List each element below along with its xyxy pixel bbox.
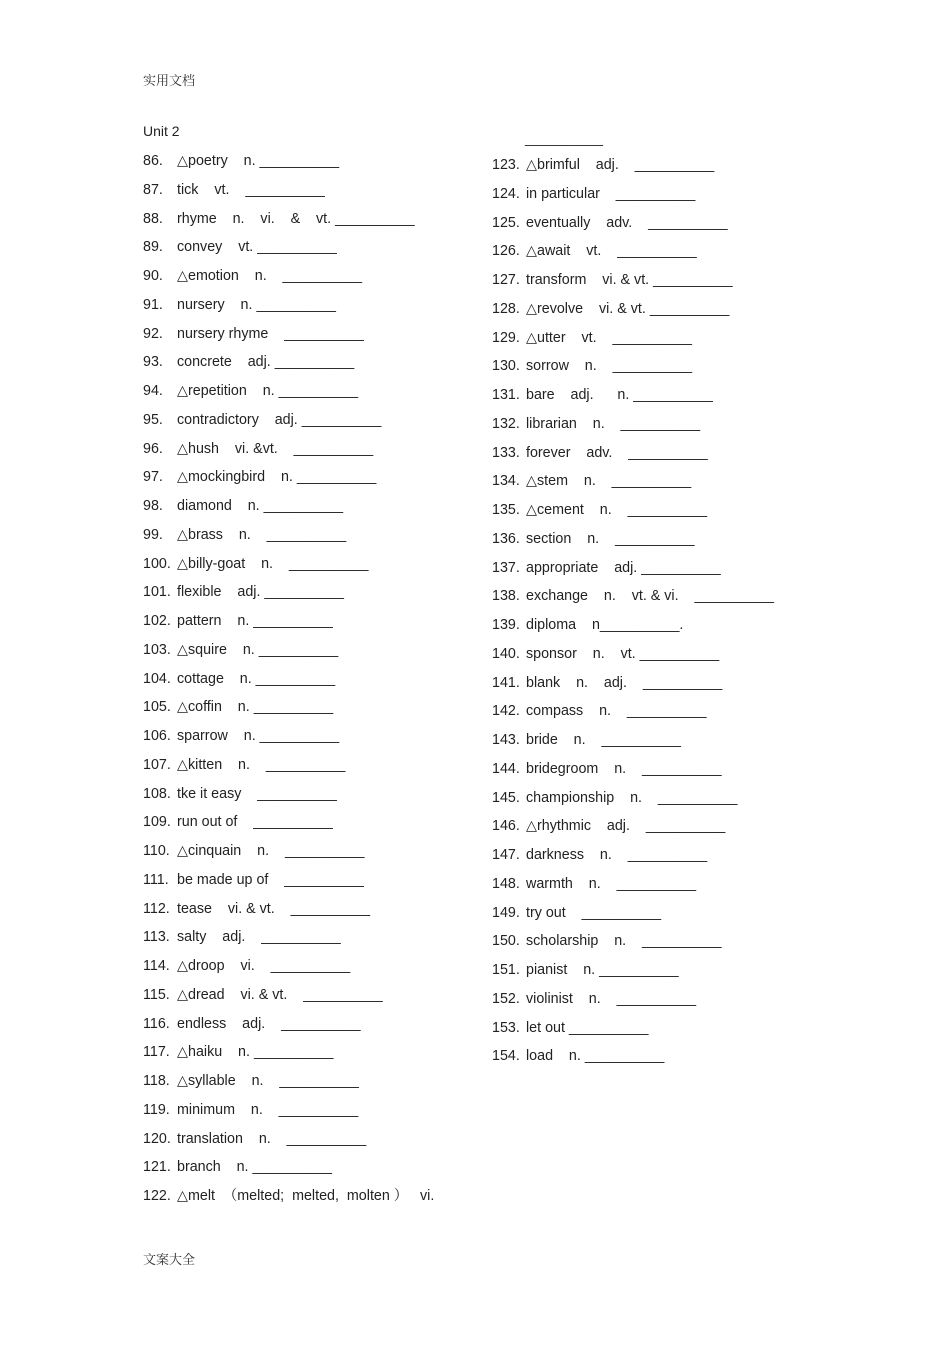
vocab-item-number: 150. bbox=[492, 933, 520, 950]
vocab-item bbox=[492, 501, 892, 530]
vocab-item-number: 102. bbox=[143, 613, 171, 629]
vocab-item-number: 151. bbox=[492, 962, 520, 978]
vocab-item bbox=[143, 986, 543, 1015]
vocab-item bbox=[143, 612, 543, 641]
vocab-item-text: violinist n. __________ bbox=[526, 990, 697, 1007]
vocab-item-text: scholarship n. __________ bbox=[526, 933, 722, 950]
vocab-item-number: 113. bbox=[143, 929, 170, 946]
vocab-item-text: appropriate adj. __________ bbox=[526, 559, 721, 576]
vocab-item bbox=[143, 411, 543, 440]
vocab-item bbox=[143, 325, 543, 354]
vocab-item bbox=[143, 1187, 543, 1216]
vocab-item bbox=[143, 957, 543, 986]
vocab-item bbox=[492, 674, 892, 703]
vocab-item bbox=[492, 961, 892, 990]
vocab-item-text: △rhythmic adj. __________ bbox=[526, 818, 726, 835]
vocab-item bbox=[492, 559, 892, 588]
vocab-item-number: 131. bbox=[492, 387, 520, 403]
vocab-item bbox=[492, 875, 892, 904]
vocab-item bbox=[143, 727, 543, 756]
vocab-item-number: 96. bbox=[143, 440, 163, 457]
vocab-item bbox=[492, 271, 892, 300]
vocab-item-number: 149. bbox=[492, 904, 520, 921]
vocab-item-number: 125. bbox=[492, 214, 520, 231]
vocab-item-number: 148. bbox=[492, 875, 520, 892]
vocab-item-text: tke it easy __________ bbox=[177, 785, 337, 802]
vocab-item bbox=[492, 242, 892, 271]
vocab-item-number: 128. bbox=[492, 300, 520, 317]
vocab-item bbox=[143, 1130, 543, 1159]
vocab-item bbox=[143, 440, 543, 469]
vocab-item-text: sponsor n. vt. __________ bbox=[526, 645, 720, 662]
vocab-item-text: △await vt. __________ bbox=[526, 243, 697, 260]
vocab-item-text: bridegroom n. __________ bbox=[526, 760, 722, 777]
vocab-item-text: △revolve vi. & vt. __________ bbox=[526, 300, 730, 317]
vocab-item bbox=[143, 382, 543, 411]
vocab-item-number: 117. bbox=[143, 1044, 170, 1061]
vocab-item bbox=[492, 789, 892, 818]
vocab-item-number: 120. bbox=[143, 1130, 171, 1147]
vocab-item-number: 126. bbox=[492, 243, 520, 260]
vocab-item-text: △syllable n. __________ bbox=[177, 1073, 359, 1089]
vocab-item-text: △poetry n. __________ bbox=[177, 153, 340, 169]
vocab-item-number: 129. bbox=[492, 329, 520, 346]
page-footer: 文案大全 bbox=[143, 1253, 196, 1268]
vocab-item-number: 132. bbox=[492, 415, 520, 432]
vocab-item-text: tease vi. & vt. __________ bbox=[177, 900, 371, 917]
vocab-item-number: 114. bbox=[143, 958, 170, 974]
vocab-item bbox=[492, 587, 892, 616]
vocab-item bbox=[143, 900, 543, 929]
vocab-item-text: be made up of __________ bbox=[177, 871, 364, 888]
vocab-item bbox=[143, 555, 543, 584]
vocab-item-text: diamond n. __________ bbox=[177, 498, 344, 514]
vocab-item-text: bride n. __________ bbox=[526, 732, 682, 748]
vocab-item-number: 115. bbox=[143, 986, 170, 1003]
vocab-item-text: translation n. __________ bbox=[177, 1130, 367, 1147]
vocab-item bbox=[143, 1101, 543, 1130]
vocab-item bbox=[143, 670, 543, 699]
vocab-item-number: 135. bbox=[492, 502, 520, 518]
vocab-item-number: 121. bbox=[143, 1159, 171, 1176]
vocab-item-text: librarian n. __________ bbox=[526, 415, 701, 432]
vocab-item bbox=[492, 1019, 892, 1048]
vocab-item bbox=[492, 731, 892, 760]
vocab-item bbox=[492, 329, 892, 358]
vocab-item bbox=[143, 1072, 543, 1101]
vocab-item bbox=[492, 530, 892, 559]
vocab-item-number: 108. bbox=[143, 785, 171, 802]
vocab-item-number: 104. bbox=[143, 670, 171, 687]
vocab-item-text: diploma n__________. bbox=[526, 617, 684, 633]
vocab-item-number: 143. bbox=[492, 732, 520, 748]
vocab-item-number: 105. bbox=[143, 699, 171, 716]
vocab-item-number: 94. bbox=[143, 383, 163, 399]
vocab-item-text: contradictory adj. __________ bbox=[177, 411, 382, 428]
vocab-item-text: eventually adv. __________ bbox=[526, 214, 728, 231]
vocab-item-text: cottage n. __________ bbox=[177, 670, 336, 687]
vocab-item-number: 95. bbox=[143, 411, 163, 428]
unit-title: Unit 2 bbox=[143, 123, 180, 139]
vocab-item-text: △cement n. __________ bbox=[526, 502, 708, 518]
vocab-item bbox=[492, 990, 892, 1019]
vocab-item bbox=[143, 468, 543, 497]
vocab-item bbox=[143, 181, 543, 210]
vocab-item-text: let out __________ bbox=[526, 1019, 649, 1036]
vocab-item-number: 140. bbox=[492, 645, 520, 662]
vocab-item-text: △squire n. __________ bbox=[177, 641, 339, 658]
vocab-item-number: 141. bbox=[492, 674, 520, 691]
vocab-item-number: 98. bbox=[143, 498, 163, 514]
vocab-item-text: △mockingbird n. __________ bbox=[177, 469, 377, 486]
vocab-item bbox=[492, 932, 892, 961]
vocab-item bbox=[143, 641, 543, 670]
vocab-item-text: darkness n. __________ bbox=[526, 847, 708, 863]
vocab-item-text: section n. __________ bbox=[526, 530, 695, 547]
vocab-item-number: 119. bbox=[143, 1101, 170, 1118]
vocab-item-text: △haiku n. __________ bbox=[177, 1044, 334, 1061]
vocab-item-number: 90. bbox=[143, 268, 163, 284]
vocab-item-number: 88. bbox=[143, 210, 163, 227]
vocab-item-number: 154. bbox=[492, 1048, 520, 1065]
vocab-item bbox=[492, 645, 892, 674]
vocab-item-number: 122. bbox=[143, 1188, 171, 1204]
vocab-item bbox=[492, 760, 892, 789]
vocab-item-text: tick vt. __________ bbox=[177, 181, 325, 198]
vocab-item-text: flexible adj. __________ bbox=[177, 584, 344, 601]
vocab-item-number: 130. bbox=[492, 358, 520, 375]
vocab-item-number: 139. bbox=[492, 617, 520, 633]
vocab-item-number: 110. bbox=[143, 843, 170, 859]
vocab-item-text: pattern n. __________ bbox=[177, 613, 333, 629]
vocab-item bbox=[492, 702, 892, 731]
vocab-item-number: 136. bbox=[492, 530, 520, 547]
vocab-item-number: 91. bbox=[143, 296, 163, 313]
vocab-item bbox=[492, 185, 892, 214]
vocabulary-list-right bbox=[492, 156, 892, 1076]
vocab-item bbox=[143, 296, 543, 325]
vocab-item-text: load n. __________ bbox=[526, 1048, 665, 1065]
vocab-item-number: 103. bbox=[143, 641, 171, 658]
vocab-item bbox=[143, 1015, 543, 1044]
vocab-item-number: 123. bbox=[492, 157, 520, 173]
vocab-item-number: 134. bbox=[492, 473, 520, 490]
vocab-item bbox=[492, 1047, 892, 1076]
vocab-item bbox=[492, 444, 892, 473]
vocab-item bbox=[143, 756, 543, 785]
vocab-item-text: △emotion n. __________ bbox=[177, 268, 363, 284]
vocab-item bbox=[492, 357, 892, 386]
vocab-item-text: run out of __________ bbox=[177, 814, 333, 831]
vocab-item-text: try out __________ bbox=[526, 904, 662, 921]
vocab-item-text: △melt （melted; melted, molten ） vi. bbox=[177, 1188, 435, 1204]
vocab-item bbox=[143, 1043, 543, 1072]
vocab-item-number: 107. bbox=[143, 756, 171, 773]
vocab-item-text: △billy-goat n. __________ bbox=[177, 555, 369, 572]
vocab-item-number: 100. bbox=[143, 555, 171, 572]
vocab-item-text: nursery rhyme __________ bbox=[177, 325, 364, 342]
vocab-item-number: 106. bbox=[143, 728, 171, 744]
vocab-item-number: 92. bbox=[143, 325, 163, 342]
vocab-item-text: compass n. __________ bbox=[526, 703, 707, 720]
vocab-item-number: 142. bbox=[492, 703, 520, 720]
vocab-item bbox=[143, 928, 543, 957]
vocab-item bbox=[492, 817, 892, 846]
vocab-item-number: 97. bbox=[143, 469, 163, 486]
vocab-item bbox=[143, 267, 543, 296]
vocab-item-number: 112. bbox=[143, 900, 170, 917]
vocabulary-list-left bbox=[143, 152, 543, 1216]
vocab-item bbox=[143, 583, 543, 612]
vocab-item-text: championship n. __________ bbox=[526, 789, 738, 806]
vocab-item-text: △stem n. __________ bbox=[526, 473, 692, 490]
vocab-item-number: 153. bbox=[492, 1019, 520, 1036]
page-header: 实用文档 bbox=[143, 74, 196, 89]
vocab-item-text: △cinquain n. __________ bbox=[177, 843, 365, 859]
vocab-item bbox=[143, 842, 543, 871]
vocab-item bbox=[143, 353, 543, 382]
vocab-item-text: △coffin n. __________ bbox=[177, 699, 334, 716]
vocab-item-text: △kitten n. __________ bbox=[177, 756, 346, 773]
vocab-item-text: endless adj. __________ bbox=[177, 1015, 361, 1032]
vocab-item-number: 152. bbox=[492, 990, 520, 1007]
vocab-item-text: △droop vi. __________ bbox=[177, 958, 351, 974]
vocab-item-text: △brimful adj. __________ bbox=[526, 157, 715, 173]
vocab-item-text: nursery n. __________ bbox=[177, 296, 336, 313]
vocab-item-number: 146. bbox=[492, 818, 520, 835]
vocab-item-text: rhyme n. vi. & vt. __________ bbox=[177, 210, 415, 227]
vocab-item-text: sparrow n. __________ bbox=[177, 728, 340, 744]
vocab-item-number: 133. bbox=[492, 444, 520, 461]
vocab-item bbox=[143, 210, 543, 239]
vocab-item bbox=[143, 152, 543, 181]
vocab-item-text: warmth n. __________ bbox=[526, 875, 697, 892]
vocab-item-text: △repetition n. __________ bbox=[177, 383, 359, 399]
vocab-item-number: 137. bbox=[492, 559, 520, 576]
vocab-item bbox=[492, 300, 892, 329]
vocab-item-number: 138. bbox=[492, 588, 520, 605]
vocab-item-number: 127. bbox=[492, 272, 520, 288]
vocab-item bbox=[492, 904, 892, 933]
vocab-item-number: 89. bbox=[143, 239, 163, 256]
vocab-item bbox=[492, 415, 892, 444]
vocab-item-text: bare adj. n. __________ bbox=[526, 387, 713, 403]
vocab-item bbox=[143, 526, 543, 555]
vocab-item bbox=[492, 386, 892, 415]
vocab-item-number: 147. bbox=[492, 847, 520, 863]
vocab-item-text: transform vi. & vt. __________ bbox=[526, 272, 733, 288]
item-122-answer-blank: __________ bbox=[525, 130, 603, 146]
vocab-item-number: 86. bbox=[143, 153, 163, 169]
vocab-item-text: forever adv. __________ bbox=[526, 444, 708, 461]
vocab-item-text: minimum n. __________ bbox=[177, 1101, 359, 1118]
vocab-item bbox=[143, 785, 543, 814]
vocab-item-text: blank n. adj. __________ bbox=[526, 674, 723, 691]
vocab-item bbox=[143, 497, 543, 526]
vocab-item bbox=[492, 472, 892, 501]
vocab-item-text: in particular __________ bbox=[526, 185, 696, 202]
vocab-item-number: 101. bbox=[143, 584, 171, 601]
vocab-item-text: sorrow n. __________ bbox=[526, 358, 693, 375]
vocab-item bbox=[143, 1158, 543, 1187]
vocab-item bbox=[143, 238, 543, 267]
vocab-item bbox=[492, 846, 892, 875]
vocab-item-text: convey vt. __________ bbox=[177, 239, 337, 256]
vocab-item-text: △dread vi. & vt. __________ bbox=[177, 986, 383, 1003]
vocab-item bbox=[143, 871, 543, 900]
vocab-item bbox=[492, 214, 892, 243]
vocab-item-number: 118. bbox=[143, 1073, 170, 1089]
vocab-item-number: 145. bbox=[492, 789, 520, 806]
vocab-item-text: branch n. __________ bbox=[177, 1159, 333, 1176]
vocab-item-number: 124. bbox=[492, 185, 520, 202]
vocab-item-text: pianist n. __________ bbox=[526, 962, 679, 978]
vocab-item-number: 109. bbox=[143, 814, 171, 831]
vocab-item-number: 144. bbox=[492, 760, 520, 777]
vocab-item bbox=[492, 616, 892, 645]
vocab-item-text: △brass n. __________ bbox=[177, 526, 347, 543]
vocab-item bbox=[143, 698, 543, 727]
vocab-item bbox=[492, 156, 892, 185]
vocab-item-number: 116. bbox=[143, 1015, 170, 1032]
vocab-item-number: 99. bbox=[143, 526, 163, 543]
vocab-item-text: exchange n. vt. & vi. __________ bbox=[526, 588, 774, 605]
vocab-item-number: 111. bbox=[143, 871, 169, 888]
vocab-item-number: 87. bbox=[143, 181, 163, 198]
vocab-item-text: △utter vt. __________ bbox=[526, 329, 692, 346]
vocab-item bbox=[143, 813, 543, 842]
vocab-item-text: concrete adj. __________ bbox=[177, 354, 355, 371]
vocab-item-text: salty adj. __________ bbox=[177, 929, 341, 946]
vocab-item-number: 93. bbox=[143, 354, 163, 371]
vocab-item-text: △hush vi. &vt. __________ bbox=[177, 440, 374, 457]
